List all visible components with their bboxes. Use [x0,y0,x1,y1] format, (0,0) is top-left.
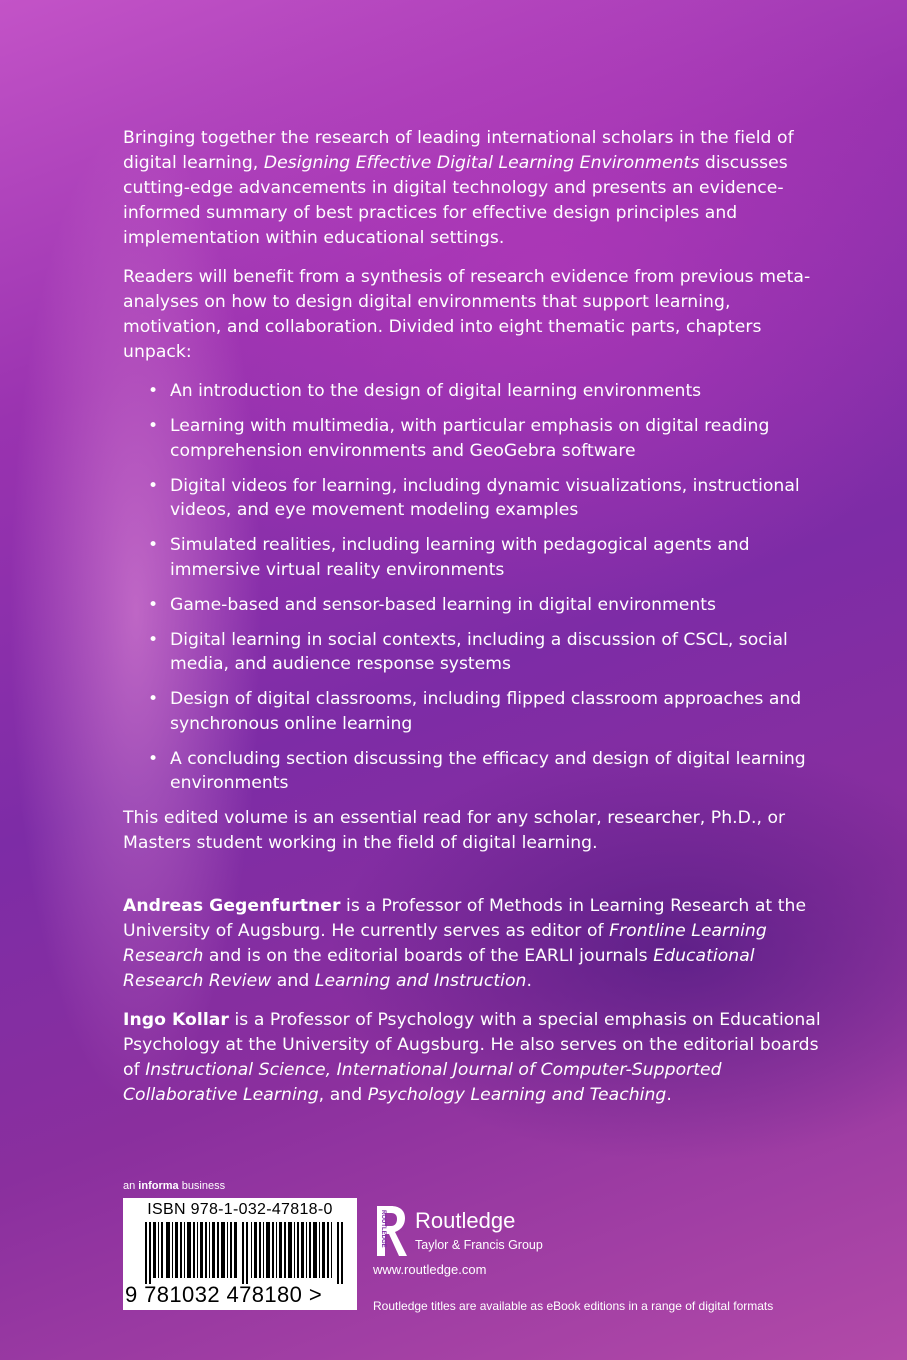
barcode-arrow-icon: > [308,1282,323,1307]
editor-name: Andreas Gegenfurtner [123,896,341,916]
editor-name: Ingo Kollar [123,1010,229,1030]
bullet-icon: • [148,381,159,401]
book-title: Designing Effective Digital Learning Environments [263,153,700,173]
intro-paragraph: Bringing together the research of leading international scholars in the field of digital learning, Designing Effective Digital Learning Environments discusses cutting-edge advancements in digital technology and presents an evidence-informed summary of best practices for effective design principles and implementation within educational settings. [123,128,794,248]
bullet-icon: • [148,535,159,555]
ebook-note: Routledge titles are available as eBook editions in a range of digital formats [373,1299,774,1313]
bio-kollar: Ingo Kollar is a Professor of Psychology with a special emphasis on Educational Psychology at the University of Augsburg. He also serves on the editorial boards of Instructional Science, International Journal of Computer-Supported Collaborative Learning, and Psychology Learning and Teaching. [123,1010,821,1105]
publisher-group: Taylor & Francis Group [415,1238,543,1252]
list-item: • Learning with multimedia, with particular emphasis on digital reading comprehension environments and GeoGebra software [148,416,770,461]
thematic-parts-list [123,379,823,796]
list-item: • Digital videos for learning, including dynamic visualizations, instructional videos, and eye movement modeling examples [148,475,800,520]
barcode-icon [145,1222,345,1284]
barcode-digits: 9 781032 478180 > [125,1282,323,1307]
back-cover-text [123,126,823,1122]
bullet-icon: • [148,416,159,436]
bullet-icon: • [148,629,159,650]
logo-vertical-text: ROUTLEDGE [380,1210,386,1248]
list-item: • Design of digital classrooms, including flipped classroom approaches and synchronous online learning [148,689,802,734]
bullet-icon: • [148,689,159,709]
isbn-text: ISBN 978-1-032-47818-0 [147,1201,333,1218]
list-item: • Simulated realities, including learning with pedagogical agents and immersive virtual reality environments [148,535,750,580]
list-item: • An introduction to the design of digital learning environments [123,379,823,404]
readers-paragraph: Readers will benefit from a synthesis of research evidence from previous meta-analyses on how to design digital environments that support learning, motivation, and collaboration. Divided into eight thematic parts, chapters unpack: [123,267,811,362]
publisher-url: www.routledge.com [373,1262,487,1277]
bullet-icon: • [148,475,159,496]
list-item: • Game-based and sensor-based learning in digital environments [123,593,823,618]
list-item: • Digital learning in social contexts, including a discussion of CSCL, social media, and audience response systems [148,629,788,674]
list-item: • A concluding section discussing the efficacy and design of digital learning environments [148,748,806,793]
bullet-icon: • [148,748,159,769]
bio-gegenfurtner: Andreas Gegenfurtner is a Professor of Methods in Learning Research at the University of Augsburg. He currently serves as editor of Frontline Learning Research and is on the editorial boards of the EARLI journals Educational Research Review and Learning and Instruction. [123,896,807,991]
routledge-logo-icon [373,1204,409,1258]
closing-paragraph: This edited volume is an essential read for any scholar, researcher, Ph.D., or Masters student working in the field of digital learning. [123,808,786,853]
isbn-barcode [123,1198,357,1310]
publisher-name: Routledge [415,1208,516,1233]
bullet-icon: • [148,594,159,615]
informa-business-label: an informa business [123,1180,226,1192]
editor-bios [123,894,823,1108]
